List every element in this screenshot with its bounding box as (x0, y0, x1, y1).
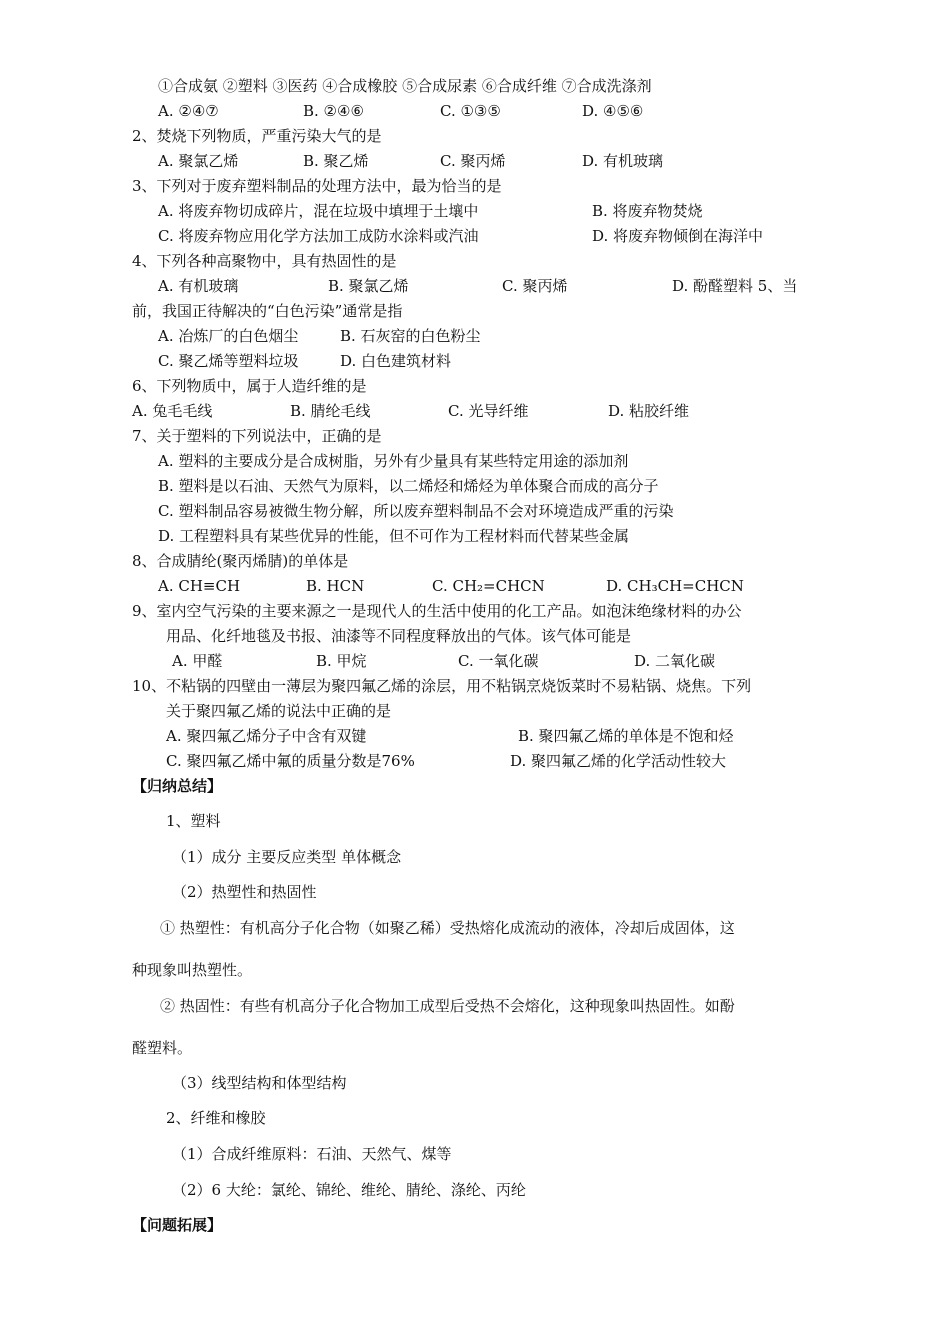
q9-option-d: D. 二氧化碳 (634, 652, 716, 670)
q5-stem: 前，我国正待解决的“白色污染”通常是指 (132, 302, 403, 320)
q3-option-c: C. 将废弃物应用化学方法加工成防水涂料或汽油 (158, 227, 479, 245)
summary-thermoplastic: ① 热塑性：有机高分子化合物（如聚乙稀）受热熔化成流动的液体，冷却后成固体，这 (160, 919, 735, 937)
q4-option-d: D. 酚醛塑料 5、当 (672, 277, 798, 295)
q7-option-d: D. 工程塑料具有某些优异的性能，但不可作为工程材料而代替某些金属 (158, 527, 630, 545)
q9-option-c: C. 一氧化碳 (458, 652, 539, 670)
q3-option-d: D. 将废弃物倾倒在海洋中 (592, 227, 764, 245)
q8-option-b: B. HCN (306, 577, 365, 595)
q10-stem-line2: 关于聚四氟乙烯的说法中正确的是 (166, 702, 392, 720)
q10-stem-line1: 10、不粘锅的四壁由一薄层为聚四氟乙烯的涂层，用不粘锅烹烧饭菜时不易粘锅、烧焦。下列 (132, 677, 752, 695)
summary-six-fibers: （2）6 大纶：氯纶、锦纶、维纶、腈纶、涤纶、丙纶 (172, 1181, 526, 1199)
q1-option-b: B. ②④⑥ (303, 102, 364, 120)
extension-heading: 【问题拓展】 (132, 1216, 223, 1234)
q10-option-a: A. 聚四氟乙烯分子中含有双键 (166, 727, 367, 745)
q2-option-b: B. 聚乙烯 (303, 152, 369, 170)
q2-option-d: D. 有机玻璃 (582, 152, 664, 170)
q2-stem: 2、焚烧下列物质，严重污染大气的是 (132, 127, 382, 145)
q8-option-c: C. CH₂=CHCN (432, 577, 545, 595)
summary-thermo-heading: （2）热塑性和热固性 (172, 883, 317, 901)
q4-option-c: C. 聚丙烯 (502, 277, 568, 295)
q2-option-c: C. 聚丙烯 (440, 152, 506, 170)
summary-thermoset-cont: 醛塑料。 (132, 1039, 193, 1057)
q8-option-a: A. CH≡CH (158, 577, 241, 595)
q3-option-b: B. 将废弃物焚烧 (592, 202, 703, 220)
q7-stem: 7、关于塑料的下列说法中，正确的是 (132, 427, 382, 445)
q5-option-a: A. 冶炼厂的白色烟尘 (158, 327, 299, 345)
q6-option-c: C. 光导纤维 (448, 402, 529, 420)
summary-plastics-components: （1）成分 主要反应类型 单体概念 (172, 848, 402, 866)
q9-stem-line1: 9、室内空气污染的主要来源之一是现代人的生活中使用的化工产品。如泡沫绝缘材料的办公 (132, 602, 742, 620)
q8-stem: 8、合成腈纶(聚丙烯腈)的单体是 (132, 552, 349, 570)
q10-option-c: C. 聚四氟乙烯中氟的质量分数是76% (166, 752, 415, 770)
q5-option-d: D. 白色建筑材料 (340, 352, 452, 370)
q2-option-a: A. 聚氯乙烯 (158, 152, 239, 170)
summary-fiber-raw: （1）合成纤维原料：石油、天然气、煤等 (172, 1145, 452, 1163)
q6-stem: 6、下列物质中，属于人造纤维的是 (132, 377, 367, 395)
summary-thermoset: ② 热固性：有些有机高分子化合物加工成型后受热不会熔化，这种现象叫热固性。如酚 (160, 997, 735, 1015)
q1-option-c: C. ①③⑤ (440, 102, 501, 120)
q10-option-d: D. 聚四氟乙烯的化学活动性较大 (510, 752, 727, 770)
q7-option-b: B. 塑料是以石油、天然气为原料，以二烯烃和烯烃为单体聚合而成的高分子 (158, 477, 659, 495)
q5-option-b: B. 石灰窑的白色粉尘 (340, 327, 481, 345)
q1-option-a: A. ②④⑦ (158, 102, 219, 120)
summary-thermoplastic-cont: 种现象叫热塑性。 (132, 961, 253, 979)
q4-option-b: B. 聚氯乙烯 (328, 277, 409, 295)
q6-option-b: B. 腈纶毛线 (290, 402, 371, 420)
q10-option-b: B. 聚四氟乙烯的单体是不饱和烃 (518, 727, 734, 745)
q1-option-d: D. ④⑤⑥ (582, 102, 644, 120)
summary-plastics: 1、塑料 (166, 812, 221, 830)
q7-option-a: A. 塑料的主要成分是合成树脂，另外有少量具有某些特定用途的添加剂 (158, 452, 629, 470)
q7-option-c: C. 塑料制品容易被微生物分解，所以废弃塑料制品不会对环境造成严重的污染 (158, 502, 674, 520)
summary-heading: 【归纳总结】 (132, 777, 223, 795)
q9-option-a: A. 甲醛 (172, 652, 223, 670)
q1-items: ①合成氨 ②塑料 ③医药 ④合成橡胶 ⑤合成尿素 ⑥合成纤维 ⑦合成洗涤剂 (158, 77, 652, 95)
summary-fiber-rubber: 2、纤维和橡胶 (166, 1109, 266, 1127)
q8-option-d: D. CH₃CH=CHCN (606, 577, 744, 595)
q6-option-a: A. 兔毛毛线 (132, 402, 213, 420)
q6-option-d: D. 粘胶纤维 (608, 402, 690, 420)
q5-option-c: C. 聚乙烯等塑料垃圾 (158, 352, 299, 370)
q9-option-b: B. 甲烷 (316, 652, 367, 670)
summary-structure: （3）线型结构和体型结构 (172, 1074, 347, 1092)
q9-stem-line2: 用品、化纤地毯及书报、油漆等不同程度释放出的气体。该气体可能是 (166, 627, 632, 645)
q4-option-a: A. 有机玻璃 (158, 277, 239, 295)
q3-option-a: A. 将废弃物切成碎片，混在垃圾中填埋于土壤中 (158, 202, 479, 220)
q4-stem: 4、下列各种高聚物中，具有热固性的是 (132, 252, 397, 270)
q3-stem: 3、下列对于废弃塑料制品的处理方法中，最为恰当的是 (132, 177, 502, 195)
